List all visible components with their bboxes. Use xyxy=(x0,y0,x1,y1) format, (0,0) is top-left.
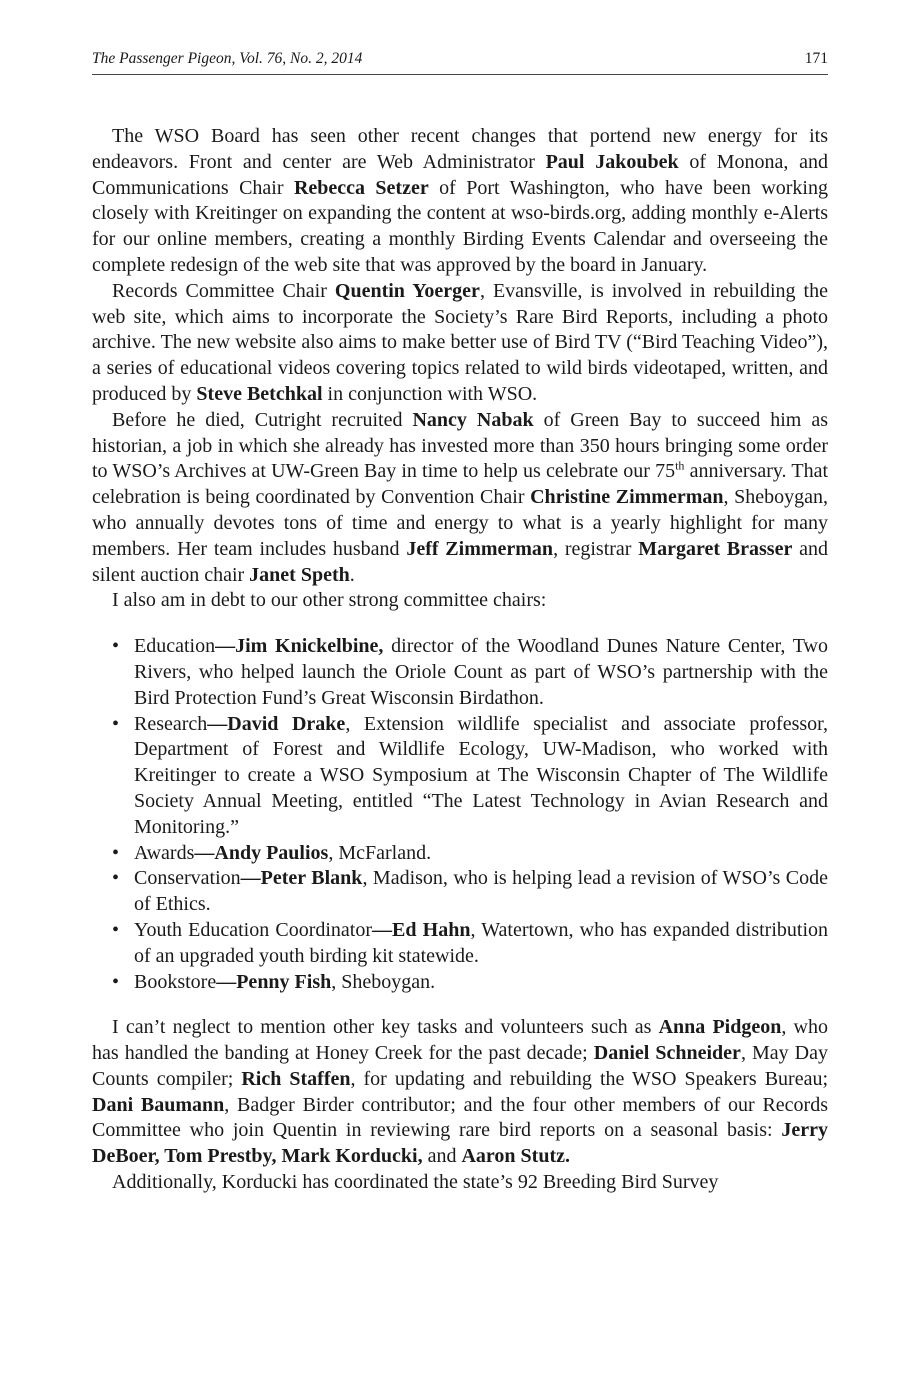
text-run: and xyxy=(422,1145,462,1168)
running-header xyxy=(92,48,828,75)
text-run: The WSO Board has seen other recent changes that portend new energy for its endeavors. Front and center are Web Administrator xyxy=(92,125,828,173)
text-run: . xyxy=(349,563,355,586)
person-name: —Peter Blank xyxy=(240,867,363,890)
text-run: Before he died, Cutright recruited xyxy=(112,408,413,431)
bullet-mark: • xyxy=(112,867,120,890)
person-name: —David Drake xyxy=(207,712,346,735)
text-run: of Port Washington, who have been working closely with Kreitinger on expanding the content at wso-birds.org, adding monthly e-Alerts for our online members, creating a monthly Birding Events Calendar and overseeing the complete redesign of the web site that was approved by the board in January. xyxy=(92,176,828,276)
person-name: Aaron Stutz. xyxy=(461,1145,570,1168)
person-name: Margaret Brasser xyxy=(638,537,793,560)
paragraph-volunteers xyxy=(92,1015,828,1170)
paragraph-historian xyxy=(92,408,828,589)
bullet-mark: • xyxy=(112,635,120,658)
person-name: Dani Baumann xyxy=(92,1093,225,1116)
person-name: Paul Jakoubek xyxy=(545,150,679,173)
text-run: , Evansville, is involved in rebuilding the web site, which aims to incorporate the Society’s Rare Bird Reports, including a photo archive. The new website also aims to make better use of Bird TV (“Bird Teaching Video”), a series of educational videos covering topics related to wild birds videotaped, written, and produced by xyxy=(92,279,828,405)
list-item xyxy=(92,841,828,867)
person-name: Rebecca Setzer xyxy=(293,176,429,199)
journal-running-head: The Passenger Pigeon, Vol. 76, No. 2, 2014 xyxy=(92,50,363,67)
bullet-mark: • xyxy=(112,841,120,864)
text-run: and silent auction chair xyxy=(92,537,829,586)
ordinal-suffix: th xyxy=(675,458,685,473)
text-run: director of the Woodland Dunes Nature Center, Two Rivers, who helped launch the Oriole Count as part of WSO’s partnership with the Bird Protection Fund’s Great Wisconsin Birdathon. xyxy=(134,635,828,709)
text-run: , registrar xyxy=(553,537,639,560)
committee-chairs-list xyxy=(92,634,828,995)
paragraph-breeding-bird-survey xyxy=(92,1170,828,1196)
text-run: , for updating and rebuilding the WSO Speakers Bureau; xyxy=(350,1067,829,1090)
text-run: , Sheboygan, who annually devotes tons of time and energy to what is a yearly highlight for many members. Her team includes husband xyxy=(92,486,828,560)
bullet-mark: • xyxy=(112,712,120,735)
text-run: , McFarland. xyxy=(328,841,432,864)
person-name: —Penny Fish xyxy=(216,970,332,993)
committee-name: Conservation xyxy=(134,867,241,890)
list-item xyxy=(92,970,828,996)
bullet-mark: • xyxy=(112,970,120,993)
text-run: anniversary. That celebration is being coordinated by Convention Chair xyxy=(92,460,828,509)
person-name: —Ed Hahn xyxy=(372,918,471,941)
committee-name: Youth Education Coordinator xyxy=(134,918,373,941)
person-name: Anna Pidgeon xyxy=(658,1016,782,1039)
text-run: , Badger Birder contributor; and the four other members of our Records Committee who join Quentin in reviewing rare bird reports on a seasonal basis: xyxy=(92,1093,828,1142)
text-run: of Monona, and Communications Chair xyxy=(92,150,828,199)
paragraph-board-changes xyxy=(92,124,828,279)
text-run: Records Committee Chair xyxy=(112,279,335,302)
list-item xyxy=(92,634,828,711)
list-item xyxy=(92,712,828,841)
person-name: Christine Zimmerman xyxy=(530,486,724,509)
person-name: —Andy Paulios xyxy=(194,841,329,864)
article-body xyxy=(92,124,828,1196)
person-name: Rich Staffen xyxy=(241,1067,351,1090)
committee-name: Research xyxy=(134,712,208,735)
paragraph-committee-intro xyxy=(92,588,828,614)
committee-name: Education xyxy=(134,635,216,658)
text-run: , May Day Counts compiler; xyxy=(92,1042,828,1090)
text-run: , who has handled the banding at Honey Creek for the past decade; xyxy=(92,1016,828,1065)
person-name: Steve Betchkal xyxy=(196,382,323,405)
text-run: , Madison, who is helping lead a revision of WSO’s Code of Ethics. xyxy=(134,867,828,916)
paragraph-records-committee xyxy=(92,279,828,408)
page-number: 171 xyxy=(804,50,828,67)
person-name: —Jim Knickelbine, xyxy=(215,635,384,658)
committee-name: Bookstore xyxy=(134,970,217,993)
person-name: Janet Speth xyxy=(249,563,350,586)
person-name: Quentin Yoerger xyxy=(334,279,480,302)
person-name: Daniel Schneider xyxy=(593,1042,741,1065)
bullet-mark: • xyxy=(112,918,120,941)
list-item xyxy=(92,866,828,918)
text-run: in conjunction with WSO. xyxy=(322,382,538,405)
text-run: , Watertown, who has expanded distribution of an upgraded youth birding kit statewide. xyxy=(134,918,829,967)
text-run: I also am in debt to our other strong committee chairs: xyxy=(112,589,547,612)
text-run: , Sheboygan. xyxy=(331,970,436,993)
person-name: Jeff Zimmerman xyxy=(406,537,554,560)
person-name: Nancy Nabak xyxy=(412,408,534,431)
text-run: , Extension wildlife specialist and associate professor, Department of Forest and Wildlife Ecology, UW-Madison, who worked with Kreitinger to create a WSO Symposium at The Wisconsin Chapter of The Wildlife Society Annual Meeting, entitled “The Latest Technology in Avian Research and Monitoring.” xyxy=(134,712,828,838)
text-run: I can’t neglect to mention other key tasks and volunteers such as xyxy=(112,1016,659,1039)
text-run: of Green Bay to succeed him as historian, a job in which she already has invested more than 350 hours bringing some order to WSO’s Archives at UW-Green Bay in time to help us celebrate our 75 xyxy=(92,408,828,483)
list-item xyxy=(92,918,828,970)
person-name: Jerry DeBoer, Tom Prestby, Mark Korducki, xyxy=(92,1119,828,1168)
committee-name: Awards xyxy=(134,841,195,864)
text-run: Additionally, Korducki has coordinated the state’s 92 Breeding Bird Survey xyxy=(112,1171,719,1194)
